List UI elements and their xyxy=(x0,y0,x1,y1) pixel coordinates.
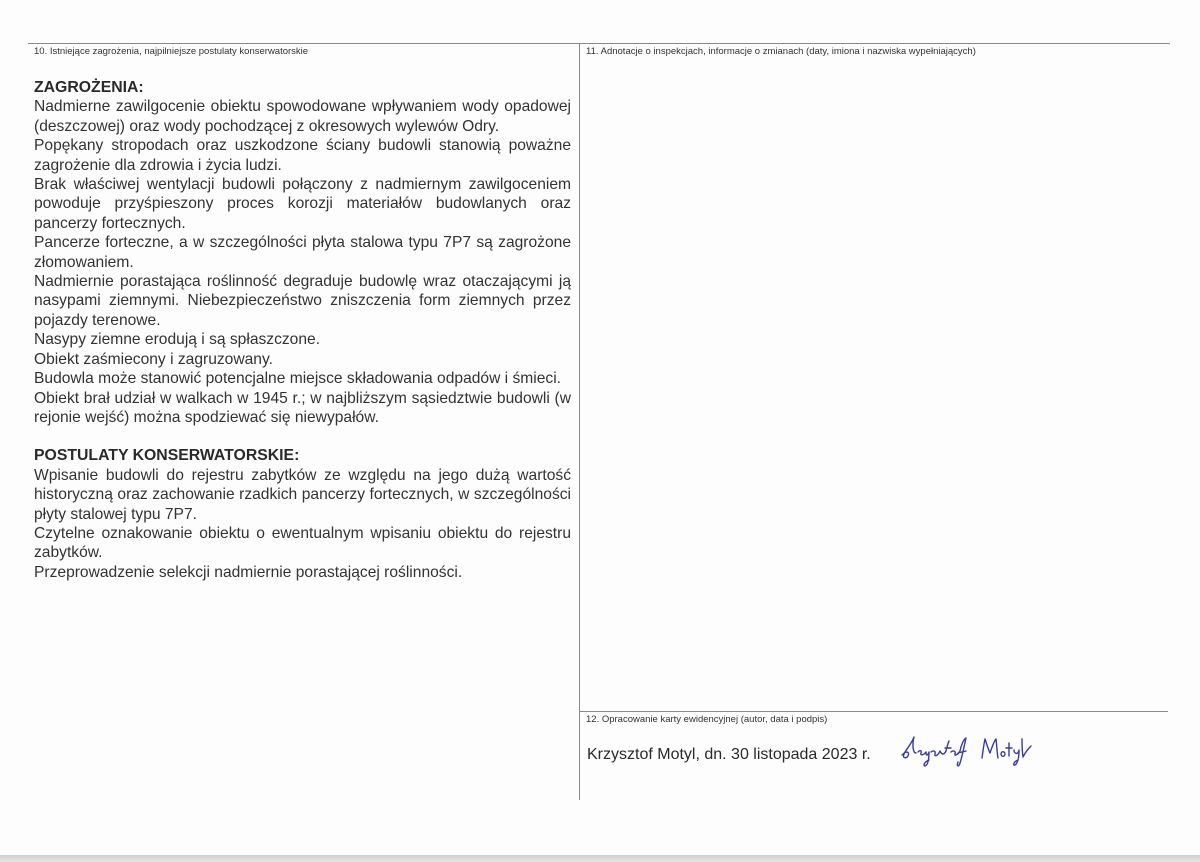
postulate-item: Przeprowadzenie selekcji nadmiernie porastającej roślinności. xyxy=(34,563,463,581)
threat-item: Obiekt zaśmiecony i zagruzowany. xyxy=(34,350,273,368)
threat-item: Nasypy ziemne erodują i są spłaszczone. xyxy=(34,331,321,349)
threat-item: Popękany stropodach oraz uszkodzone ściany budowli stanowią poważne zagrożenie dla zdrowia i życia ludzi. xyxy=(34,137,571,174)
threat-item: Brak właściwej wentylacji budowli połączony z nadmiernym zawilgoceniem powoduje przyśpieszony proces korozji materiałów budowlanych oraz pancerzy fortecznych. xyxy=(34,176,571,232)
threat-item: Nadmierne zawilgocenie obiektu spowodowane wpływaniem wody opadowej (deszczowej) oraz wody pochodzącej z okresowych wylewów Odry. xyxy=(34,98,571,135)
threat-item: Obiekt brał udział w walkach w 1945 r.; w najbliższym sąsiedztwie budowli (w rejonie wejść) można spodziewać się niewypałów. xyxy=(34,389,571,426)
threats-heading: ZAGROŻENIA: xyxy=(34,79,144,96)
section-10-body xyxy=(34,78,571,582)
author-date-line: Krzysztof Motyl, dn. 30 listopada 2023 r. xyxy=(587,746,871,763)
handwritten-signature xyxy=(898,733,1038,774)
threat-item: Budowla może stanowić potencjalne miejsce składowania odpadów i śmieci. xyxy=(34,370,561,388)
scan-bottom-edge xyxy=(0,855,1200,862)
postulates-heading: POSTULATY KONSERWATORSKIE: xyxy=(34,447,300,465)
section-12-divider xyxy=(579,711,1168,712)
top-border-line xyxy=(28,43,1170,44)
postulate-item: Czytelne oznakowanie obiektu o ewentualnym wpisaniu obiektu do rejestru zabytków. xyxy=(34,524,571,562)
spacer xyxy=(34,427,571,446)
column-divider xyxy=(579,43,580,800)
section-11-content xyxy=(586,64,1164,704)
postulate-item: Wpisanie budowli do rejestru zabytków ze względu na jego dużą wartość historyczną oraz zachowanie rzadkich pancerzy fortecznych, w szczególności płyty stalowej typu 7P7. xyxy=(34,466,571,523)
section-11-label: 11. Adnotacje o inspekcjach, informacje o zmianach (daty, imiona i nazwiska wypełniających) xyxy=(586,46,976,57)
section-10-label: 10. Istniejące zagrożenia, najpilniejsze postulaty konserwatorskie xyxy=(34,46,309,57)
section-12-label: 12. Opracowanie karty ewidencyjnej (autor, data i podpis) xyxy=(586,714,828,725)
threat-item: Nadmiernie porastająca roślinność degraduje budowlę wraz otaczającymi ją nasypami ziemnymi. Niebezpieczeństwo zniszczenia form ziemnych przez pojazdy terenowe. xyxy=(34,273,571,329)
signature-icon xyxy=(898,733,1038,769)
threat-item: Pancerze forteczne, a w szczególności płyta stalowa typu 7P7 są zagrożone złomowaniem. xyxy=(34,234,571,271)
